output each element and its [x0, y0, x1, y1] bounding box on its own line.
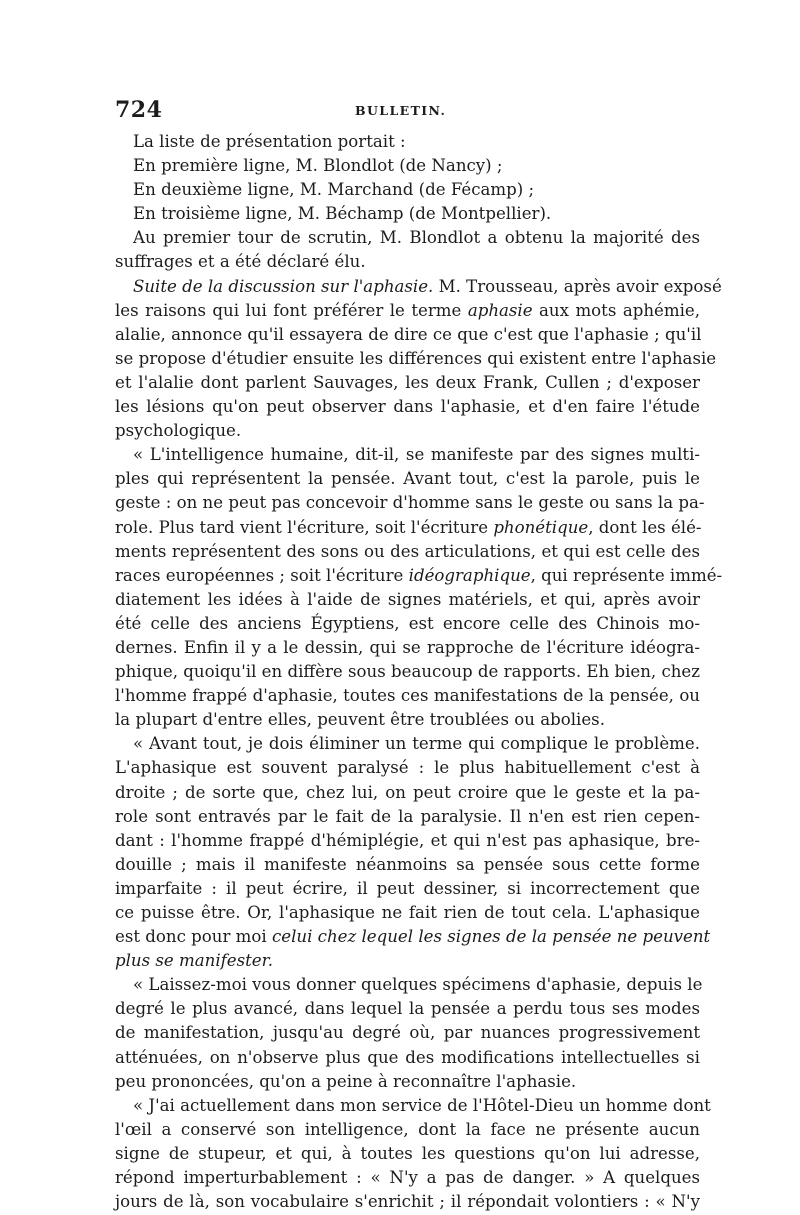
text-segment: « Laissez-moi vous donner quelques spécimens d'aphasie, depuis le — [133, 975, 703, 995]
text-segment: , dont les élé- — [588, 517, 702, 537]
text-line — [115, 1166, 700, 1190]
text-segment: aux mots aphémie, — [532, 300, 700, 320]
text-line — [115, 226, 700, 250]
text-segment: et l'alalie dont parlent Sauvages, les deux Frank, Cullen ; d'exposer — [115, 372, 700, 392]
text-segment: droite ; de sorte que, chez lui, on peut croire que le geste et la pa- — [115, 782, 700, 802]
text-segment: peu prononcées, qu'on a peine à reconnaître l'aphasie. — [115, 1071, 577, 1091]
italic-text: phonétique — [493, 517, 589, 537]
text-segment: role sont entravés par le fait de la paralysie. Il n'en est rien cepen- — [115, 806, 700, 826]
text-line — [115, 395, 700, 419]
text-line — [115, 419, 700, 443]
text-segment: degré le plus avancé, dans lequel la pensée a perdu tous ses modes — [115, 999, 700, 1019]
text-line — [115, 781, 700, 805]
text-line — [115, 805, 700, 829]
text-line — [115, 491, 705, 515]
text-line — [115, 1118, 700, 1142]
text-segment: En deuxième ligne, M. Marchand (de Fécamp) ; — [133, 180, 535, 200]
text-line — [115, 467, 700, 491]
text-line — [115, 829, 700, 853]
text-line — [115, 347, 717, 371]
text-segment: ce puisse être. Or, l'aphasique ne fait rien de tout cela. L'aphasique — [115, 903, 700, 922]
text-segment: l'œil a conservé son intelligence, dont la face ne présente aucun — [115, 1119, 700, 1139]
text-segment: geste : on ne peut pas concevoir d'homme sans le geste ou sans la pa- — [115, 493, 705, 513]
page-header — [115, 97, 700, 123]
text-segment: phique, quoiqu'il en diffère sous beaucoup de rapports. Eh bien, chez — [115, 662, 700, 682]
text-segment: dant : l'homme frappé d'hémiplégie, et qui n'est pas aphasique, bre- — [115, 830, 700, 850]
text-segment: « J'ai actuellement dans mon service de l'Hôtel-Dieu un homme dont — [133, 1095, 711, 1115]
text-line — [115, 636, 700, 660]
text-segment: signe de stupeur, et qui, à toutes les questions qu'on lui adresse, — [115, 1143, 700, 1163]
text-segment: « Avant tout, je dois éliminer un terme qui complique le problème. — [133, 734, 700, 754]
text-segment: ples qui représentent la pensée. Avant tout, c'est la parole, puis le — [115, 469, 700, 489]
text-line — [115, 1046, 700, 1070]
text-segment: la plupart d'entre elles, peuvent être troublées ou abolies. — [115, 710, 605, 730]
text-line — [115, 853, 700, 877]
text-segment: de manifestation, jusqu'au degré où, par nuances progressivement — [115, 1023, 700, 1043]
text-line — [115, 877, 700, 901]
text-line — [115, 660, 700, 684]
text-segment: Au premier tour de scrutin, M. Blondlot a obtenu la majorité des — [133, 228, 700, 248]
text-segment: suffrages et a été déclaré élu. — [115, 252, 366, 272]
text-line — [115, 949, 700, 973]
text-line — [115, 1021, 700, 1045]
text-segment: se propose d'étudier ensuite les différences qui existent entre l'aphasie — [115, 348, 717, 368]
text-segment: répond imperturbablement : « N'y a pas de danger. » A quelques — [115, 1168, 700, 1188]
text-line — [115, 371, 700, 395]
text-segment: M. Trousseau, après avoir exposé — [433, 276, 722, 296]
text-line — [115, 588, 700, 612]
text-line — [115, 516, 700, 540]
text-segment: psychologique. — [115, 421, 242, 441]
italic-text: plus se manifester. — [115, 951, 273, 971]
text-line — [115, 250, 700, 274]
text-segment: ments représentent des sons ou des articulations, et qui est celle des — [115, 541, 700, 561]
text-line — [115, 708, 700, 732]
italic-text: celui chez lequel les signes de la pensée ne peuvent — [271, 927, 711, 947]
text-segment: les lésions qu'on peut observer dans l'aphasie, et d'en faire l'étude — [115, 397, 700, 417]
text-segment: imparfaite : il peut écrire, il peut dessiner, si incorrectement que — [115, 878, 700, 898]
text-segment: est donc pour moi — [115, 927, 272, 947]
text-segment: races européennes ; soit l'écriture — [115, 565, 409, 585]
text-segment: dernes. Enfin il y a le dessin, qui se rapproche de l'écriture idéogra- — [115, 637, 700, 657]
text-segment: l'homme frappé d'aphasie, toutes ces manifestations de la pensée, ou — [115, 686, 700, 706]
text-line — [115, 154, 700, 178]
text-segment: été celle des anciens Égyptiens, est encore celle des Chinois mo- — [115, 613, 700, 633]
text-segment: alalie, annonce qu'il essayera de dire ce que c'est que l'aphasie ; qu'il — [115, 324, 702, 344]
text-segment: L'aphasique est souvent paralysé : le plus habituellement c'est à — [115, 758, 700, 778]
text-line — [115, 275, 722, 299]
text-line — [115, 756, 700, 780]
running-head: BULLETIN. — [355, 103, 447, 118]
text-segment: « L'intelligence humaine, dit-il, se manifeste par des signes multi- — [133, 445, 700, 465]
text-line — [115, 443, 700, 467]
text-line — [115, 540, 700, 564]
text-segment: , qui représente immé- — [530, 565, 723, 585]
text-segment: diatement les idées à l'aide de signes matériels, et qui, après avoir — [115, 589, 700, 609]
text-segment: La liste de présentation portait : — [133, 132, 406, 151]
italic-text: idéographique — [408, 565, 531, 585]
text-line — [115, 973, 703, 997]
text-segment: atténuées, on n'observe plus que des modifications intellectuelles si — [115, 1047, 700, 1067]
text-line — [115, 178, 700, 202]
text-line — [115, 1190, 700, 1214]
body-text — [115, 130, 723, 1214]
text-segment: En première ligne, M. Blondlot (de Nancy) ; — [133, 156, 503, 176]
italic-text: Suite de la discussion sur l'aphasie. — [133, 276, 434, 296]
text-line — [115, 1094, 711, 1118]
text-line — [115, 1070, 700, 1094]
text-line — [115, 564, 723, 588]
text-line — [115, 130, 700, 154]
page-number: 724 — [115, 97, 163, 123]
text-line — [115, 323, 700, 347]
text-line — [115, 299, 700, 323]
text-segment: jours de là, son vocabulaire s'enrichit ; il répondait volontiers : « N'y — [115, 1192, 700, 1212]
text-segment: En troisième ligne, M. Béchamp (de Montpellier). — [133, 204, 552, 224]
text-segment: douille ; mais il manifeste néanmoins sa pensée sous cette forme — [115, 854, 700, 874]
text-line — [115, 202, 700, 226]
text-line — [115, 684, 700, 708]
text-line — [115, 732, 700, 756]
italic-text: aphasie — [467, 300, 533, 320]
text-line — [115, 1142, 700, 1166]
text-line — [115, 612, 700, 636]
text-segment: les raisons qui lui font préférer le terme — [115, 300, 468, 320]
text-segment: role. Plus tard vient l'écriture, soit l'écriture — [115, 517, 494, 537]
text-line — [115, 925, 711, 949]
text-line — [115, 997, 700, 1021]
text-line — [115, 901, 700, 925]
